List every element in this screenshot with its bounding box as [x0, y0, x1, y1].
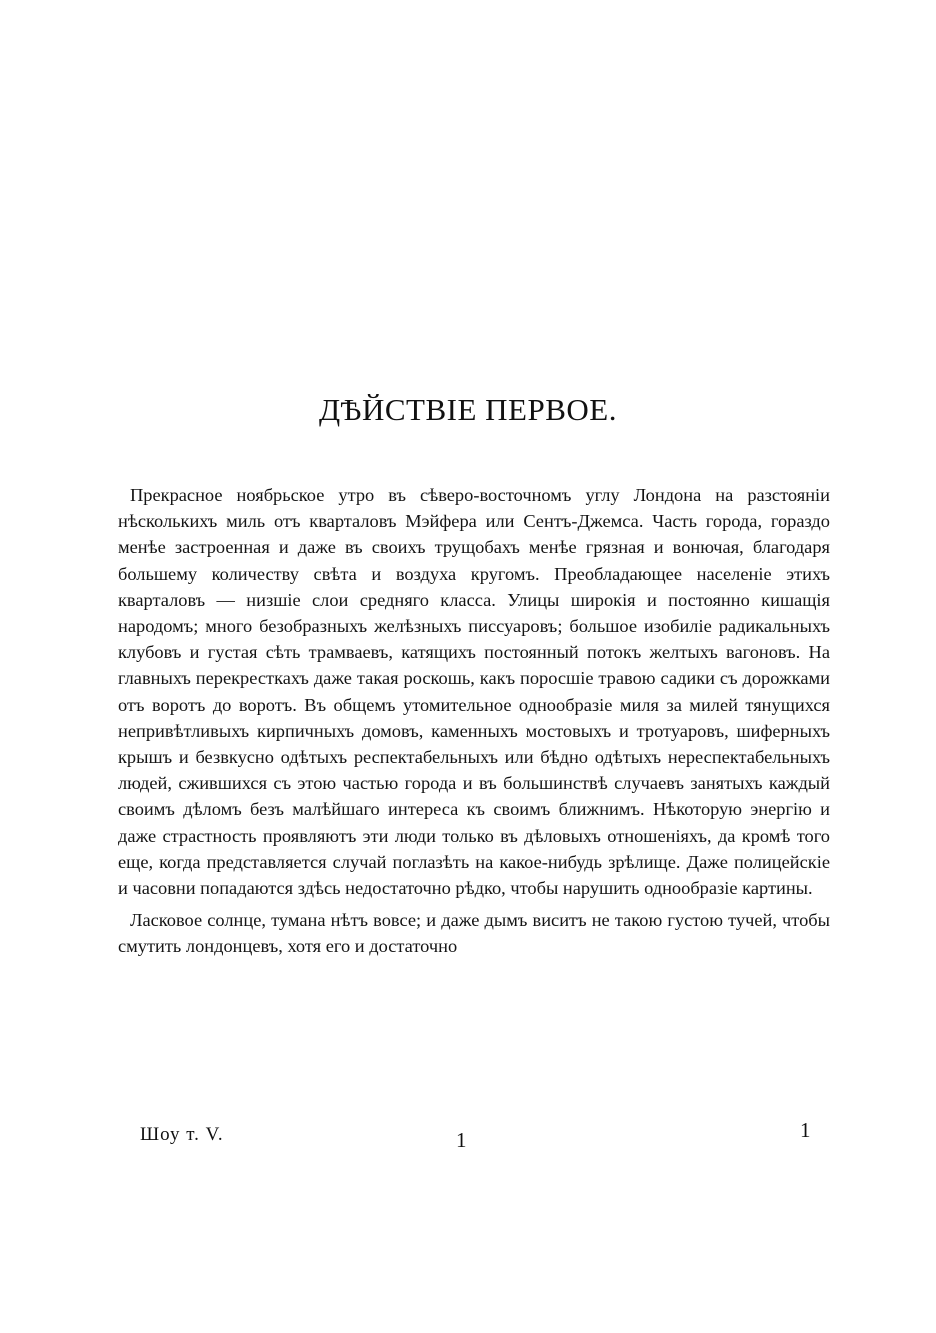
paragraph-2: Ласковое солнце, тумана нѣтъ вовсе; и даже дымъ виситъ не такою густою тучей, чтобы смутить лондонцевъ, хотя его и достаточно	[118, 910, 830, 957]
stage-directions	[118, 482, 830, 960]
paragraph-1: Прекрасное ноябрьское утро въ сѣверо-восточномъ углу Лондона на разстояніи нѣсколькихъ миль отъ кварталовъ Мэйфера или Сентъ-Джемса. Часть города, гораздо менѣе застроенная и даже въ своихъ трущобахъ менѣе грязная и вонючая, благодаря большему количеству свѣта и воздуха кругомъ. Преобладающее населеніе этихъ кварталовъ — низшіе слои средняго класса. Улицы широкія и постоянно кишащія народомъ; много безобразныхъ желѣзныхъ писсуаровъ; большое изобиліе радикальныхъ клубовъ и густая сѣть трамваевъ, катящихъ постоянный потокъ желтыхъ вагоновъ. На главныхъ перекресткахъ даже такая роскошь, какъ поросшіе травою садики съ дорожками отъ воротъ до воротъ. Въ общемъ утомительное однообразіе миля за милей тянущихся непривѣтливыхъ кирпичныхъ домовъ, каменныхъ мостовыхъ и тротуаровъ, шиферныхъ крышъ и безвкусно одѣтыхъ респектабельныхъ или бѣдно одѣтыхъ нереспектабельныхъ людей, сжившихся съ этою частью города и въ большинствѣ случаевъ занятыхъ каждый своимъ дѣломъ безъ малѣйшаго интереса къ своимъ ближнимъ. Нѣкоторую энергію и даже страстность проявляютъ эти люди только въ дѣловыхъ отношеніяхъ, да кромѣ того еще, когда представляется случай поглазѣть на какое-нибудь зрѣлище. Даже полицейскіе и часовни попадаются здѣсь недостаточно рѣдко, чтобы нарушить однообразіе картины.	[118, 485, 830, 899]
page-footer	[0, 1118, 936, 1158]
act-heading: ДѢЙСТВІЕ ПЕРВОЕ.	[319, 392, 617, 427]
signature-mark: Шоу т. V.	[140, 1124, 224, 1145]
signature-number: 1	[456, 1128, 467, 1152]
page-number: 1	[800, 1118, 811, 1142]
